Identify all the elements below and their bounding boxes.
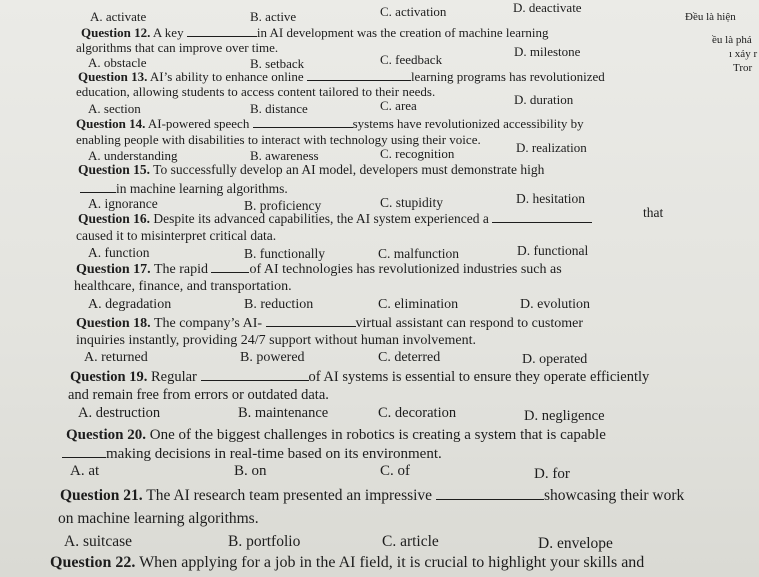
question-number: Question 13. bbox=[78, 69, 148, 84]
question-text: in machine learning algorithms. bbox=[116, 181, 288, 196]
answer-blank[interactable] bbox=[187, 36, 257, 37]
question-text: Despite its advanced capabilities, the AI system experienced a bbox=[153, 211, 489, 226]
answer-blank[interactable] bbox=[492, 222, 592, 223]
option-a[interactable]: A. at bbox=[70, 463, 100, 479]
margin-text-2: ều là phá bbox=[712, 34, 752, 46]
option-b[interactable]: B. setback bbox=[250, 56, 305, 71]
option-b[interactable]: B. distance bbox=[250, 101, 308, 116]
option-c[interactable]: C. article bbox=[382, 533, 439, 550]
option-b[interactable]: B. functionally bbox=[244, 246, 325, 261]
option-a[interactable]: A. obstacle bbox=[88, 55, 147, 70]
option-d[interactable]: D. negligence bbox=[524, 408, 605, 424]
option-a[interactable]: A. degradation bbox=[88, 297, 172, 312]
question-text: of AI technologies has revolutionized industries such as bbox=[249, 262, 562, 277]
question-number: Question 12. bbox=[81, 25, 151, 40]
option-c[interactable]: C. deterred bbox=[378, 350, 441, 365]
question-text: of AI systems is essential to ensure they operate efficiently bbox=[308, 369, 650, 385]
question-number: Question 19. bbox=[70, 369, 148, 385]
answer-blank[interactable] bbox=[307, 80, 411, 81]
option-d[interactable]: D. evolution bbox=[520, 297, 590, 312]
option-c[interactable]: C. malfunction bbox=[378, 246, 459, 261]
option-c[interactable]: C. activation bbox=[380, 4, 447, 19]
answer-blank[interactable] bbox=[62, 457, 106, 458]
option-a[interactable]: A. destruction bbox=[78, 405, 161, 421]
question-text: Regular bbox=[150, 369, 197, 385]
option-d[interactable]: D. for bbox=[534, 466, 570, 482]
question-text: A key bbox=[152, 25, 184, 40]
question-number: Question 15. bbox=[78, 162, 151, 177]
question-text: learning programs has revolutionized bbox=[410, 69, 605, 84]
option-b[interactable]: B. on bbox=[234, 463, 267, 479]
option-c[interactable]: C. recognition bbox=[380, 146, 455, 161]
question-text: One of the biggest challenges in robotics is creating a system that is capable bbox=[149, 427, 606, 443]
question-text: that bbox=[643, 205, 664, 220]
option-d[interactable]: D. functional bbox=[517, 243, 589, 258]
question-text: virtual assistant can respond to customer bbox=[355, 316, 583, 331]
question-text: and remain free from errors or outdated data. bbox=[68, 387, 329, 403]
question-text: algorithms that can improve over time. bbox=[76, 40, 279, 55]
option-b[interactable]: B. proficiency bbox=[244, 198, 322, 213]
answer-blank[interactable] bbox=[201, 380, 309, 381]
option-c[interactable]: C. decoration bbox=[378, 405, 457, 421]
question-text: The AI research team presented an impressive bbox=[146, 487, 433, 504]
question-number: Question 20. bbox=[66, 427, 147, 443]
option-c[interactable]: C. elimination bbox=[378, 297, 459, 312]
option-b[interactable]: B. portfolio bbox=[228, 533, 301, 550]
question-text: systems have revolutionized accessibility by bbox=[352, 116, 584, 131]
question-text: education, allowing students to access content tailored to their needs. bbox=[76, 84, 436, 99]
option-d[interactable]: D. realization bbox=[516, 140, 587, 155]
option-b[interactable]: B. reduction bbox=[244, 297, 314, 312]
option-c[interactable]: C. feedback bbox=[380, 52, 443, 67]
question-text: inquiries instantly, providing 24/7 support without human involvement. bbox=[76, 333, 477, 348]
question-number: Question 21. bbox=[60, 487, 143, 504]
margin-text-1: Đều là hiện bbox=[685, 11, 736, 23]
option-a[interactable]: A. ignorance bbox=[88, 196, 158, 211]
question-text: showcasing their work bbox=[543, 487, 685, 504]
question-text: caused it to misinterpret critical data. bbox=[76, 228, 277, 243]
question-text: AI’s ability to enhance online bbox=[149, 69, 304, 84]
answer-blank[interactable] bbox=[436, 499, 544, 500]
answer-blank[interactable] bbox=[266, 326, 356, 327]
question-text: When applying for a job in the AI field, it is crucial to highlight your skills and bbox=[139, 554, 645, 571]
question-number: Question 16. bbox=[78, 211, 151, 226]
answer-blank[interactable] bbox=[253, 127, 353, 128]
option-c[interactable]: C. of bbox=[380, 463, 410, 479]
option-a[interactable]: A. activate bbox=[90, 9, 147, 24]
answer-blank[interactable] bbox=[80, 192, 116, 193]
option-d[interactable]: D. envelope bbox=[538, 535, 613, 552]
question-text: AI-powered speech bbox=[147, 116, 250, 131]
question-text: enabling people with disabilities to interact with technology using their voice. bbox=[76, 132, 481, 147]
option-b[interactable]: B. powered bbox=[240, 350, 305, 365]
option-b[interactable]: B. awareness bbox=[250, 148, 319, 163]
option-b[interactable]: B. active bbox=[250, 9, 297, 24]
question-number: Question 17. bbox=[76, 262, 151, 277]
question-text: in AI development was the creation of machine learning bbox=[256, 25, 549, 40]
question-text: To successfully develop an AI model, developers must demonstrate high bbox=[153, 162, 545, 177]
option-a[interactable]: A. suitcase bbox=[64, 533, 133, 550]
option-b[interactable]: B. maintenance bbox=[238, 405, 329, 421]
question-text: The rapid bbox=[153, 262, 208, 277]
option-a[interactable]: A. returned bbox=[84, 350, 148, 365]
option-d[interactable]: D. duration bbox=[514, 92, 574, 107]
option-d[interactable]: D. hesitation bbox=[516, 191, 585, 206]
question-number: Question 22. bbox=[50, 554, 136, 571]
margin-text-3: ı xảy r bbox=[729, 48, 758, 60]
question-text: on machine learning algorithms. bbox=[58, 510, 259, 527]
question-text: The company’s AI- bbox=[153, 316, 263, 331]
option-d[interactable]: D. deactivate bbox=[513, 0, 582, 15]
question-text: healthcare, finance, and transportation. bbox=[74, 279, 292, 294]
option-a[interactable]: A. section bbox=[88, 101, 141, 116]
question-number: Question 18. bbox=[76, 316, 151, 331]
option-d[interactable]: D. milestone bbox=[514, 44, 581, 59]
option-d[interactable]: D. operated bbox=[522, 352, 588, 367]
question-text: making decisions in real-time based on its environment. bbox=[106, 446, 442, 462]
option-c[interactable]: C. area bbox=[380, 98, 417, 113]
margin-text-4: Tror bbox=[733, 62, 753, 74]
question-number: Question 14. bbox=[76, 116, 146, 131]
option-a[interactable]: A. function bbox=[88, 245, 150, 260]
option-a[interactable]: A. understanding bbox=[88, 148, 178, 163]
option-c[interactable]: C. stupidity bbox=[380, 195, 444, 210]
answer-blank[interactable] bbox=[211, 272, 249, 273]
